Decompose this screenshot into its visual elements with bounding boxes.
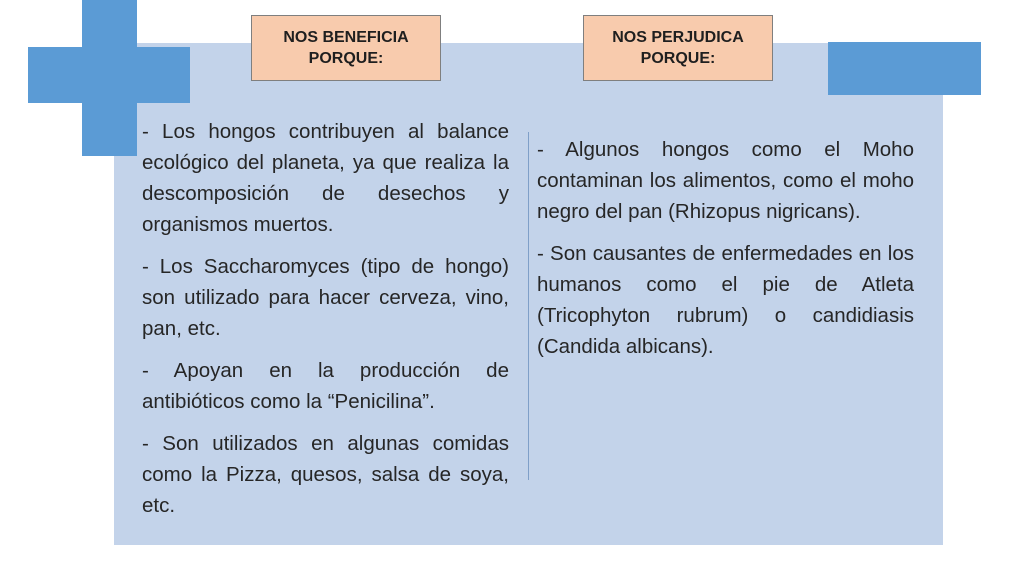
column-divider bbox=[528, 132, 529, 480]
decorative-bar-right bbox=[828, 42, 981, 95]
harms-column bbox=[537, 134, 914, 373]
benefit-paragraph: - Apoyan en la producción de antibióticos como la “Penicilina”. bbox=[142, 359, 509, 413]
harms-header-text: NOS PERJUDICA PORQUE: bbox=[612, 29, 744, 67]
benefits-header-text: NOS BENEFICIA PORQUE: bbox=[283, 29, 409, 67]
benefit-paragraph: - Son utilizados en algunas comidas como la Pizza, quesos, salsa de soya, etc. bbox=[142, 432, 509, 517]
harm-paragraph: - Son causantes de enfermedades en los humanos como el pie de Atleta (Tricophyton rubrum) o candidiasis (Candida albicans). bbox=[537, 242, 914, 358]
benefit-paragraph: - Los hongos contribuyen al balance ecológico del planeta, ya que realiza la descomposición de desechos y organismos muertos. bbox=[142, 120, 509, 236]
benefit-paragraph: - Los Saccharomyces (tipo de hongo) son utilizado para hacer cerveza, vino, pan, etc. bbox=[142, 255, 509, 340]
harms-header bbox=[583, 15, 773, 81]
decorative-cross-horizontal bbox=[28, 47, 190, 103]
benefits-header bbox=[251, 15, 441, 81]
benefits-column bbox=[142, 116, 509, 532]
harm-paragraph: - Algunos hongos como el Moho contaminan los alimentos, como el moho negro del pan (Rhizopus nigricans). bbox=[537, 138, 914, 223]
